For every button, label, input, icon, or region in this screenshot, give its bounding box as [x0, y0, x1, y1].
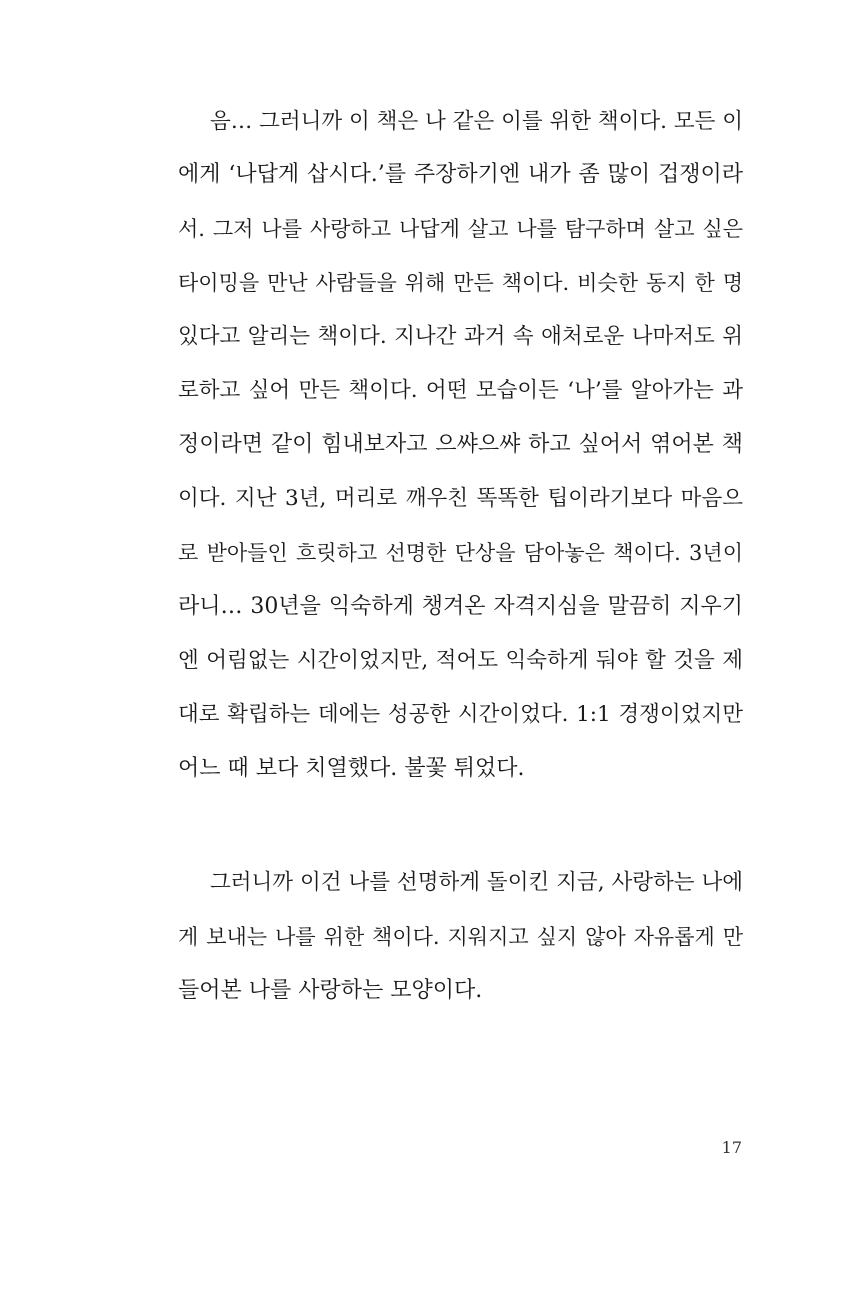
paragraph-line: 서. 그저 나를 사랑하고 나답게 살고 나를 탐구하며 살고 싶은 — [178, 217, 743, 241]
paragraph-line: 라니… 30년을 익숙하게 챙겨온 자격지심을 말끔히 지우기 — [178, 594, 743, 619]
paragraph-line: 이다. 지난 3년, 머리로 깨우친 똑똑한 팁이라기보다 마음으 — [178, 486, 743, 511]
paragraph-line: 로하고 싶어 만든 책이다. 어떤 모습이든 ‘나’를 알아가는 과 — [178, 378, 743, 403]
paragraph-line: 있다고 알리는 책이다. 지나간 과거 속 애처로운 나마저도 위 — [178, 324, 743, 349]
paragraph-line: 그러니까 이건 나를 선명하게 돌이킨 지금, 사랑하는 나에 — [210, 870, 743, 895]
paragraph-line: 엔 어림없는 시간이었지만, 적어도 익숙하게 둬야 할 것을 제 — [178, 648, 743, 673]
paragraph-line: 음… 그러니까 이 책은 나 같은 이를 위한 책이다. 모든 이 — [210, 109, 743, 134]
page-number: 17 — [721, 1138, 742, 1157]
paragraph-line: 에게 ‘나답게 삽시다.’를 주장하기엔 내가 좀 많이 겁쟁이라 — [178, 162, 743, 187]
paragraph-line: 들어본 나를 사랑하는 모양이다. — [178, 978, 483, 1003]
paragraph-line: 게 보내는 나를 위한 책이다. 지워지고 싶지 않아 자유롭게 만 — [178, 925, 743, 949]
paragraph-line: 대로 확립하는 데에는 성공한 시간이었다. 1:1 경쟁이었지만 — [178, 702, 743, 727]
paragraph-line: 로 받아들인 흐릿하고 선명한 단상을 담아놓은 책이다. 3년이 — [178, 541, 743, 565]
paragraph-line: 정이라면 같이 힘내보자고 으쌰으쌰 하고 싶어서 엮어본 책 — [178, 432, 743, 457]
paragraph-line: 타이밍을 만난 사람들을 위해 만든 책이다. 비슷한 동지 한 명 — [178, 271, 743, 295]
paragraph-line: 어느 때 보다 치열했다. 불꽃 튀었다. — [178, 756, 525, 781]
